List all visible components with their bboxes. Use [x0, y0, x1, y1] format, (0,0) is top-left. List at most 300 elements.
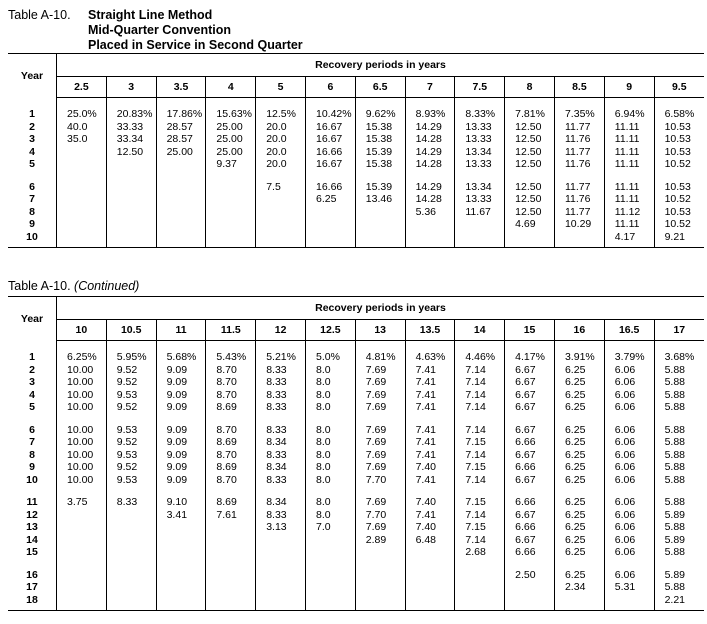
column-header: 6: [305, 77, 355, 98]
rate-cell: 7.14: [455, 364, 505, 377]
table-row: [8, 218, 704, 231]
rate-cell: 6.25: [554, 449, 604, 462]
rate-cell: 7.41: [405, 424, 455, 437]
rate-cell: 9.53: [106, 474, 156, 487]
rate-cell: [156, 193, 206, 206]
column-header: 16.5: [604, 320, 654, 341]
rate-cell: 6.25: [554, 569, 604, 582]
rate-cell: [355, 581, 405, 594]
rate-cell: 7.14: [455, 389, 505, 402]
rate-cell: 40.0: [57, 121, 107, 134]
year-cell: 6: [8, 424, 57, 437]
rate-cell: [106, 534, 156, 547]
year-cell: 14: [8, 534, 57, 547]
rate-cell: 10.53: [664, 133, 691, 145]
rate-cell: [256, 193, 306, 206]
rate-cell: [57, 206, 107, 219]
rate-cell: [405, 546, 455, 559]
rate-cell: 7.69: [355, 436, 405, 449]
rate-cell: 8.70: [206, 376, 256, 389]
rate-cell: 6.25: [305, 193, 355, 206]
rate-cell: 6.06: [604, 461, 654, 474]
rate-cell: [505, 594, 555, 607]
rate-cell: 6.66: [505, 496, 555, 509]
rate-cell: 14.28: [405, 158, 455, 171]
rate-cell: [505, 231, 555, 244]
rate-cell: [256, 569, 306, 582]
rate-cell: 10.53: [664, 205, 691, 218]
rate-cell: 11.77: [554, 146, 604, 159]
rate-cell: 6.25: [554, 436, 604, 449]
year-cell: 7: [8, 193, 57, 206]
rate-cell: 6.25: [554, 496, 604, 509]
rate-cell: 6.06: [604, 569, 654, 582]
rate-cell: 6.67: [505, 509, 555, 522]
rate-cell: 4.69: [505, 218, 555, 231]
rate-cell: 2.21: [664, 593, 685, 606]
rate-cell: 11.77: [554, 181, 604, 194]
table1-subtitle-row-3: [8, 38, 303, 53]
rate-cell: 7.69: [355, 389, 405, 402]
table-row: [8, 364, 704, 377]
rate-cell: 14.28: [405, 133, 455, 146]
rate-cell: [455, 594, 505, 607]
rate-cell: [206, 546, 256, 559]
rate-cell: 8.33: [256, 509, 306, 522]
rate-cell: 2.50: [505, 569, 555, 582]
year-cell: 4: [8, 146, 57, 159]
year-cell: 16: [8, 569, 57, 582]
rate-cell: [57, 509, 107, 522]
rate-cell: [305, 534, 355, 547]
table-row: [8, 351, 704, 364]
rate-cell: 6.66: [505, 436, 555, 449]
rate-cell: [106, 594, 156, 607]
rate-cell: 8.0: [305, 364, 355, 377]
rate-cell: 8.33: [106, 496, 156, 509]
rate-cell: [206, 218, 256, 231]
rate-cell: [206, 521, 256, 534]
rate-cell: [106, 181, 156, 194]
rate-cell: 6.48: [405, 534, 455, 547]
rate-cell: 9.09: [156, 436, 206, 449]
rate-cell: 12.50: [505, 181, 555, 194]
rate-cell: 14.28: [405, 193, 455, 206]
column-header: 13: [355, 320, 405, 341]
rate-cell: 9.21: [664, 230, 685, 243]
rate-cell: [57, 181, 107, 194]
rate-cell: 2.34: [554, 581, 604, 594]
rate-cell: 16.66: [305, 181, 355, 194]
rate-cell: 6.25: [554, 474, 604, 487]
rate-cell: 13.33: [455, 193, 505, 206]
rate-cell: 7.35%: [554, 108, 604, 121]
rate-cell: 9.52: [106, 461, 156, 474]
table-row: [8, 474, 704, 487]
rate-cell: 25.00: [206, 146, 256, 159]
rate-cell: 6.67: [505, 401, 555, 414]
rate-cell: 10.42%: [305, 108, 355, 121]
rate-cell: 5.89: [664, 533, 685, 546]
rate-cell: 5.88: [664, 388, 685, 401]
rate-cell: 5.88: [664, 436, 685, 448]
column-header: 4: [206, 77, 256, 98]
rate-cell: 7.0: [305, 521, 355, 534]
rate-cell: 7.69: [355, 461, 405, 474]
rate-cell: 3.41: [156, 509, 206, 522]
rate-cell: 15.38: [355, 133, 405, 146]
rate-cell: 10.00: [57, 424, 107, 437]
rate-cell: 20.0: [256, 133, 306, 146]
rate-cell: [57, 546, 107, 559]
rate-cell: 7.81%: [505, 108, 555, 121]
rate-cell: 4.17: [604, 231, 654, 244]
rate-cell: [355, 569, 405, 582]
rate-cell: 5.88: [664, 546, 685, 558]
rate-cell: 6.06: [604, 496, 654, 509]
rate-cell: [256, 546, 306, 559]
rate-cell: [305, 581, 355, 594]
rate-cell: 12.50: [505, 133, 555, 146]
rate-cell: 8.93%: [405, 108, 455, 121]
rate-cell: 5.0%: [305, 351, 355, 364]
rate-cell: [57, 146, 107, 159]
rate-cell: [554, 231, 604, 244]
rate-cell: [355, 206, 405, 219]
year-cell: 12: [8, 509, 57, 522]
column-header: 8: [505, 77, 555, 98]
rate-cell: [156, 181, 206, 194]
rate-cell: 6.06: [604, 521, 654, 534]
rate-cell: [455, 569, 505, 582]
table-row: [8, 461, 704, 474]
column-header: 12.5: [305, 320, 355, 341]
rate-cell: 10.52: [664, 193, 691, 205]
year-cell: 6: [8, 181, 57, 194]
rate-cell: 3.75: [57, 496, 107, 509]
column-header: 14: [455, 320, 505, 341]
rate-cell: 10.00: [57, 401, 107, 414]
column-header: 6.5: [355, 77, 405, 98]
rate-cell: [206, 534, 256, 547]
year-cell: 5: [8, 401, 57, 414]
rate-cell: 6.06: [604, 449, 654, 462]
rate-cell: 11.67: [455, 206, 505, 219]
rate-cell: [156, 546, 206, 559]
rate-cell: 3.91%: [554, 351, 604, 364]
rate-cell: 8.0: [305, 424, 355, 437]
rate-cell: 16.66: [305, 146, 355, 159]
rate-cell: 11.76: [554, 133, 604, 146]
rate-cell: [405, 231, 455, 244]
rate-cell: 9.09: [156, 449, 206, 462]
rate-cell: 6.25: [554, 534, 604, 547]
year-cell: 11: [8, 496, 57, 509]
rate-cell: [256, 594, 306, 607]
rate-cell: 6.66: [505, 546, 555, 559]
rate-cell: [305, 569, 355, 582]
rate-cell: 35.0: [57, 133, 107, 146]
rate-cell: 10.52: [664, 218, 691, 230]
rate-cell: 8.69: [206, 401, 256, 414]
rate-cell: 9.52: [106, 401, 156, 414]
rate-cell: [106, 569, 156, 582]
rate-cell: 7.41: [405, 449, 455, 462]
rate-cell: 5.88: [664, 473, 685, 486]
rate-cell: 9.37: [206, 158, 256, 171]
rate-cell: 9.09: [156, 364, 206, 377]
table-row: [8, 121, 704, 134]
rate-cell: 12.50: [505, 206, 555, 219]
rate-cell: 16.67: [305, 121, 355, 134]
year-cell: 10: [8, 231, 57, 244]
rate-cell: 7.41: [405, 509, 455, 522]
table1-title-line-1: Straight Line Method: [88, 8, 213, 22]
rate-cell: [106, 231, 156, 244]
rate-cell: 6.66: [505, 521, 555, 534]
year-cell: 4: [8, 389, 57, 402]
rate-cell: 7.15: [455, 461, 505, 474]
rate-cell: 7.14: [455, 474, 505, 487]
rate-cell: [355, 546, 405, 559]
rate-cell: [305, 218, 355, 231]
rate-cell: 10.00: [57, 364, 107, 377]
rate-cell: 6.67: [505, 376, 555, 389]
table-row: [8, 133, 704, 146]
rate-cell: 8.33%: [455, 108, 505, 121]
column-header: 15: [505, 320, 555, 341]
rate-cell: 6.06: [604, 401, 654, 414]
rate-cell: 9.52: [106, 436, 156, 449]
rate-cell: [156, 521, 206, 534]
rate-cell: [156, 218, 206, 231]
table-row: [8, 594, 704, 607]
rate-cell: [355, 218, 405, 231]
rate-cell: 7.69: [355, 376, 405, 389]
rate-cell: [57, 231, 107, 244]
rate-cell: 13.34: [455, 181, 505, 194]
rate-cell: 3.13: [256, 521, 306, 534]
table-row: [8, 181, 704, 194]
rate-cell: [106, 581, 156, 594]
rate-cell: [305, 231, 355, 244]
recovery-periods-header: Recovery periods in years: [57, 54, 705, 77]
rate-cell: 8.69: [206, 461, 256, 474]
rate-cell: 12.50: [106, 146, 156, 159]
rate-cell: [305, 206, 355, 219]
rate-cell: 7.70: [355, 509, 405, 522]
rate-cell: [57, 534, 107, 547]
rate-cell: 20.0: [256, 158, 306, 171]
rate-cell: [256, 206, 306, 219]
rate-cell: 10.00: [57, 474, 107, 487]
rate-cell: [256, 581, 306, 594]
table-row: [8, 496, 704, 509]
rate-cell: 12.50: [505, 193, 555, 206]
rate-cell: 4.63%: [405, 351, 455, 364]
rate-cell: 13.34: [455, 146, 505, 159]
rate-cell: 8.0: [305, 436, 355, 449]
rate-cell: 6.06: [604, 546, 654, 559]
column-header: 9.5: [654, 77, 704, 98]
rate-cell: 28.57: [156, 133, 206, 146]
column-header: 10.5: [106, 320, 156, 341]
year-cell: 13: [8, 521, 57, 534]
table-row: [8, 158, 704, 171]
rate-cell: 12.50: [505, 121, 555, 134]
rate-cell: 5.95%: [106, 351, 156, 364]
rate-cell: 12.50: [505, 158, 555, 171]
rate-cell: 15.39: [355, 146, 405, 159]
rate-cell: [57, 581, 107, 594]
rate-cell: 5.88: [664, 363, 685, 376]
table1-title-block: [8, 8, 303, 53]
rate-cell: 5.88: [664, 521, 685, 533]
rate-cell: [206, 594, 256, 607]
year-cell: 18: [8, 594, 57, 607]
column-header: 3.5: [156, 77, 206, 98]
rate-cell: 7.41: [405, 436, 455, 449]
column-header: 10: [57, 320, 107, 341]
rate-cell: 2.89: [355, 534, 405, 547]
rate-cell: 5.88: [664, 376, 685, 388]
recovery-periods-header: Recovery periods in years: [57, 297, 705, 320]
rate-cell: 8.70: [206, 389, 256, 402]
rate-cell: 8.34: [256, 436, 306, 449]
rate-cell: 8.0: [305, 376, 355, 389]
year-cell: 1: [8, 108, 57, 121]
rate-cell: 11.12: [604, 206, 654, 219]
column-header: 7: [405, 77, 455, 98]
table-row: [8, 376, 704, 389]
rate-cell: 12.50: [505, 146, 555, 159]
year-cell: 10: [8, 474, 57, 487]
rate-cell: [156, 206, 206, 219]
rate-cell: 9.52: [106, 364, 156, 377]
rate-cell: 7.69: [355, 449, 405, 462]
rate-cell: 12.5%: [256, 108, 306, 121]
rate-cell: 11.11: [604, 158, 654, 171]
rate-cell: 6.66: [505, 461, 555, 474]
rate-cell: 7.40: [405, 521, 455, 534]
rate-cell: [455, 581, 505, 594]
rate-cell: 9.09: [156, 401, 206, 414]
rate-cell: 7.5: [256, 181, 306, 194]
rate-cell: 14.29: [405, 121, 455, 134]
rate-cell: 11.11: [604, 181, 654, 194]
rate-cell: 8.0: [305, 509, 355, 522]
year-cell: 3: [8, 133, 57, 146]
table2-continued-label: (Continued): [74, 279, 140, 293]
rate-cell: 2.68: [455, 546, 505, 559]
rate-cell: [405, 569, 455, 582]
rate-cell: 9.62%: [355, 108, 405, 121]
rate-cell: [455, 231, 505, 244]
rate-cell: 7.69: [355, 496, 405, 509]
table1-title-line-2: Mid-Quarter Convention: [88, 23, 232, 37]
year-cell: 17: [8, 581, 57, 594]
table-row: [8, 193, 704, 206]
rate-cell: 6.25: [554, 509, 604, 522]
rate-cell: 9.10: [156, 496, 206, 509]
rate-cell: 6.06: [604, 364, 654, 377]
rate-cell: 11.11: [604, 193, 654, 206]
rate-cell: 7.14: [455, 376, 505, 389]
rate-cell: 7.14: [455, 509, 505, 522]
column-header: 3: [106, 77, 156, 98]
rate-cell: 5.89: [664, 508, 685, 521]
table-row: [8, 534, 704, 547]
table-row: [8, 546, 704, 559]
rate-cell: 6.67: [505, 364, 555, 377]
rate-cell: 7.15: [455, 521, 505, 534]
rate-cell: 10.53: [664, 180, 691, 193]
rate-cell: 28.57: [156, 121, 206, 134]
rate-cell: 10.53: [664, 145, 691, 158]
rate-cell: 6.06: [604, 436, 654, 449]
rate-cell: [256, 231, 306, 244]
column-header: 11.5: [206, 320, 256, 341]
rate-cell: 6.06: [604, 389, 654, 402]
year-cell: 9: [8, 218, 57, 231]
rate-cell: [256, 218, 306, 231]
table-row: [8, 206, 704, 219]
rate-cell: [305, 594, 355, 607]
rate-cell: 10.00: [57, 389, 107, 402]
rate-cell: 6.25: [554, 364, 604, 377]
rate-cell: 5.88: [664, 461, 685, 473]
rate-cell: 9.53: [106, 449, 156, 462]
rate-cell: 8.0: [305, 389, 355, 402]
rate-cell: 8.0: [305, 461, 355, 474]
rate-cell: 4.81%: [355, 351, 405, 364]
rate-cell: 7.41: [405, 364, 455, 377]
rate-cell: 9.09: [156, 389, 206, 402]
rate-cell: 33.34: [106, 133, 156, 146]
rate-cell: 6.06: [604, 424, 654, 437]
rate-cell: [405, 218, 455, 231]
rate-cell: [106, 206, 156, 219]
rate-cell: 11.11: [604, 146, 654, 159]
rate-cell: 7.41: [405, 474, 455, 487]
rate-cell: [405, 594, 455, 607]
year-cell: 8: [8, 449, 57, 462]
rate-cell: 8.0: [305, 449, 355, 462]
rate-cell: 9.09: [156, 474, 206, 487]
rate-cell: [206, 181, 256, 194]
table-row: [8, 108, 704, 121]
rate-cell: [106, 546, 156, 559]
rate-cell: [206, 231, 256, 244]
rate-cell: [305, 546, 355, 559]
rate-cell: 11.77: [554, 206, 604, 219]
rate-cell: 8.70: [206, 364, 256, 377]
rate-cell: 7.40: [405, 496, 455, 509]
column-header: 5: [256, 77, 306, 98]
rate-cell: [156, 594, 206, 607]
column-header: 16: [554, 320, 604, 341]
rate-cell: 25.00: [206, 121, 256, 134]
rate-cell: 6.25: [554, 521, 604, 534]
table-row: [8, 449, 704, 462]
rate-cell: 15.38: [355, 158, 405, 171]
table1-title-line-3: Placed in Service in Second Quarter: [88, 38, 303, 52]
rate-cell: 6.25: [554, 376, 604, 389]
rate-cell: 11.77: [554, 121, 604, 134]
rate-cell: 7.40: [405, 461, 455, 474]
rate-cell: 13.33: [455, 133, 505, 146]
rate-cell: 25.0%: [57, 108, 107, 121]
